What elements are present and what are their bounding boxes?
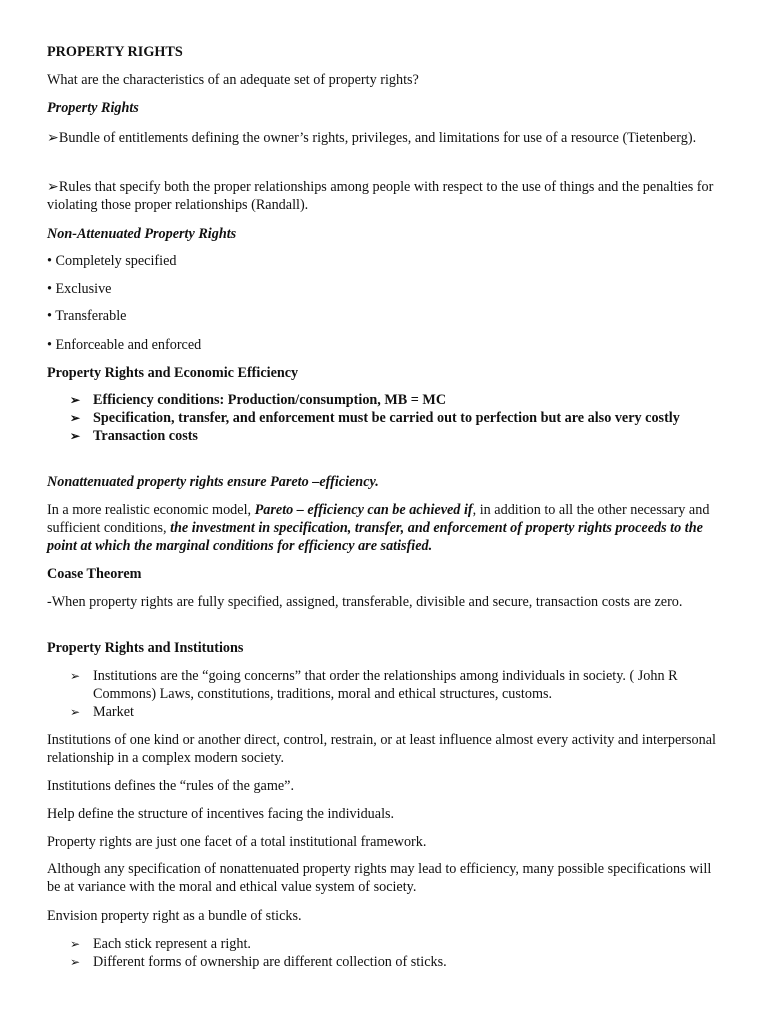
list-item: ➢ Different forms of ownership are different collection of sticks. [70, 954, 447, 970]
list-item: ➢ Each stick represent a right. [70, 936, 251, 952]
pareto-statement: Nonattenuated property rights ensure Pareto –efficiency. [47, 474, 379, 490]
characteristic-item: • Transferable [47, 308, 127, 324]
paragraph: Institutions of one kind or another direct, control, restrain, or at least influence almost every activity and interpersonal relationship in a complex modern society. [47, 732, 716, 766]
list-item: ➢ Institutions are the “going concerns” that order the relationships among individuals in society. ( John R Commons) Laws, constitutions, traditions, moral and ethical structures, customs. [70, 668, 678, 702]
definition-tietenberg: ➢Bundle of entitlements defining the owner’s rights, privileges, and limitations for use of a resource (Tietenberg). [47, 130, 697, 146]
list-item: ➢ Transaction costs [70, 428, 198, 444]
intro-question: What are the characteristics of an adequate set of property rights? [47, 72, 419, 88]
non-attenuated-heading: Non-Attenuated Property Rights [47, 226, 237, 242]
list-item: ➢ Market [70, 704, 134, 720]
arrow-bullet-icon: ➢ [70, 411, 81, 425]
property-rights-heading: Property Rights [47, 100, 139, 116]
list-item: ➢ Specification, transfer, and enforcement must be carried out to perfection but are also very costly [70, 410, 680, 426]
paragraph: Envision property right as a bundle of sticks. [47, 908, 302, 924]
arrow-bullet-icon: ➢ [70, 705, 81, 719]
arrow-bullet-icon: ➢ [70, 937, 81, 951]
arrow-bullet-icon: ➢ [70, 393, 81, 407]
arrow-bullet-icon: ➢ [70, 955, 81, 969]
coase-text: -When property rights are fully specified, assigned, transferable, divisible and secure, transaction costs are zero. [47, 594, 683, 610]
paragraph: Institutions defines the “rules of the game”. [47, 778, 295, 794]
realistic-model-paragraph: In a more realistic economic model, Pareto – efficiency can be achieved if, in addition to all the other necessary and sufficient conditions, the investment in specification, transfer, and enforcement of property rights proceeds to the point at which the marginal conditions for efficiency are satisfied. [47, 502, 710, 554]
efficiency-heading: Property Rights and Economic Efficiency [47, 365, 299, 381]
arrow-bullet-icon: ➢ [70, 429, 81, 443]
list-item: ➢ Efficiency conditions: Production/consumption, MB = MC [70, 392, 447, 408]
paragraph: Help define the structure of incentives facing the individuals. [47, 806, 395, 822]
institutions-heading: Property Rights and Institutions [47, 640, 244, 656]
arrow-bullet-icon: ➢ [70, 669, 81, 683]
efficiency-list [70, 391, 730, 445]
characteristic-item: • Enforceable and enforced [47, 337, 202, 353]
paragraph: Property rights are just one facet of a total institutional framework. [47, 834, 427, 850]
institutions-list [70, 667, 730, 721]
sticks-list [70, 935, 730, 971]
paragraph: Although any specification of nonattenuated property rights may lead to efficiency, many possible specifications will be at variance with the moral and ethical value system of society. [47, 861, 712, 895]
definition-randall: ➢Rules that specify both the proper relationships among people with respect to the use of things and the penalties for violating those proper relationships (Randall). [47, 179, 714, 213]
coase-heading: Coase Theorem [47, 566, 142, 582]
document-title: PROPERTY RIGHTS [47, 44, 183, 60]
characteristic-item: • Completely specified [47, 253, 177, 269]
characteristic-item: • Exclusive [47, 281, 112, 297]
